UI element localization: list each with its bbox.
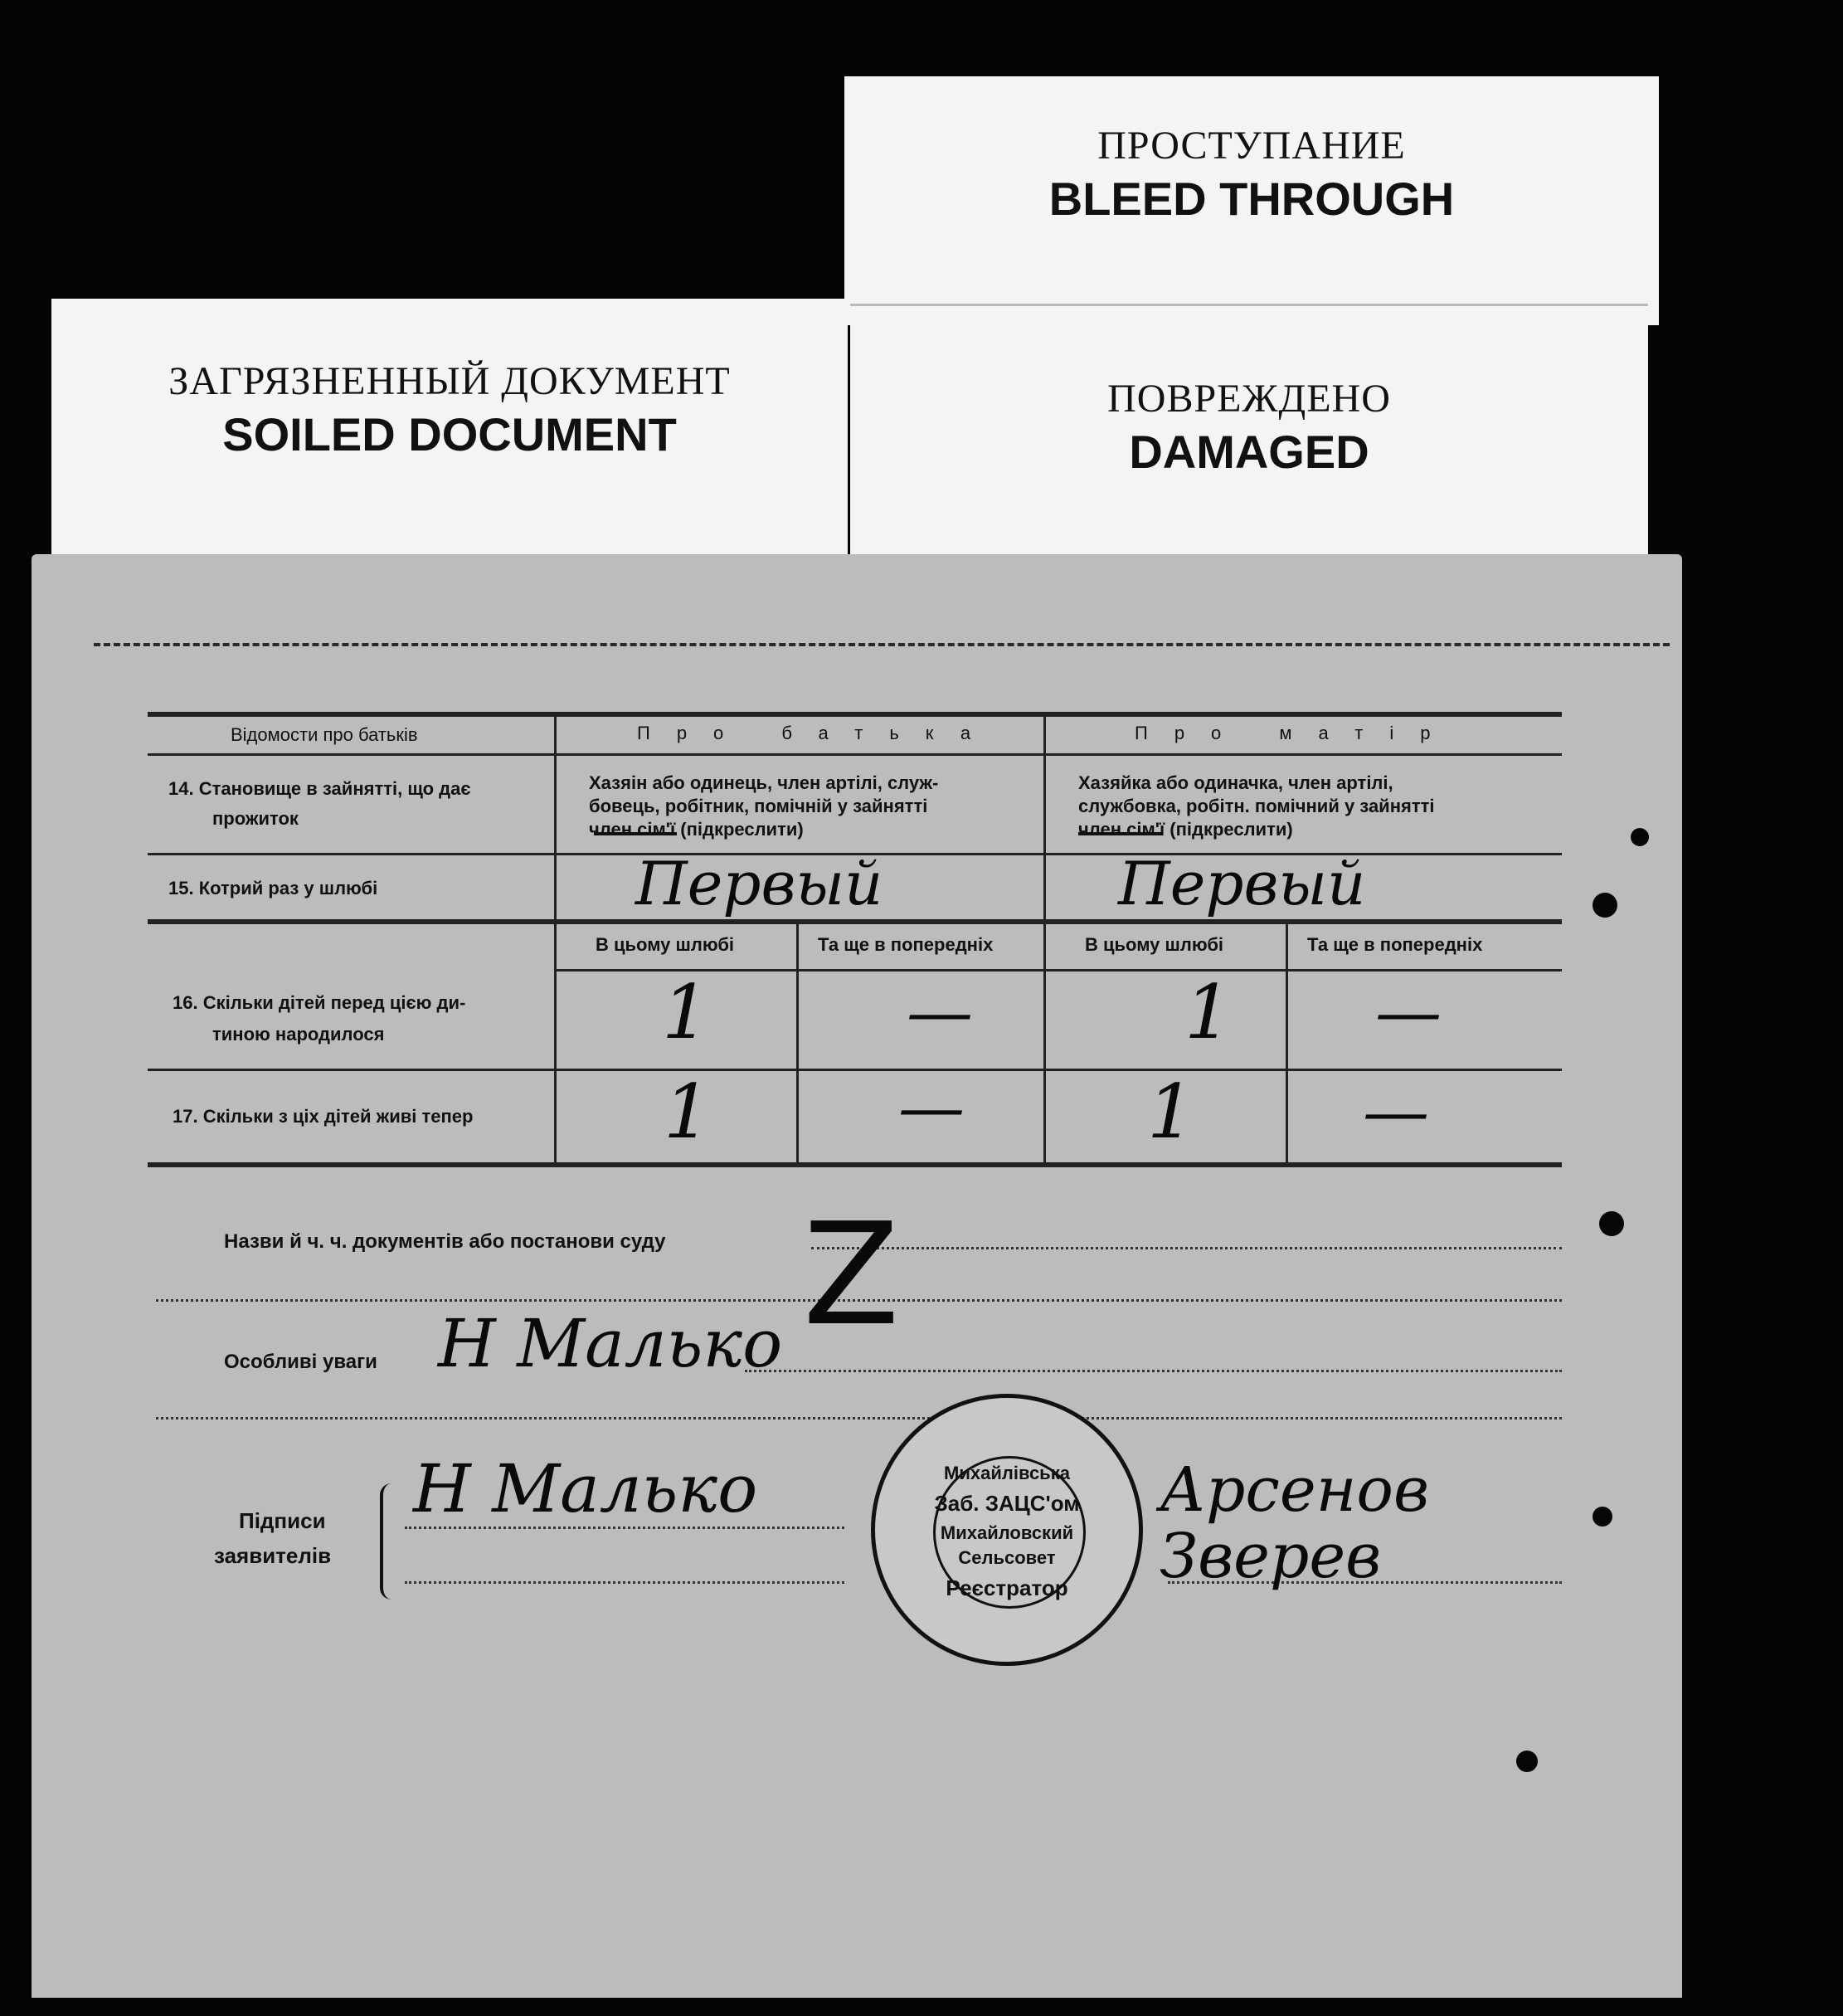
row17-mother-prev: — <box>1363 1073 1429 1150</box>
header-mother: Про матір <box>1135 723 1457 743</box>
bleed-through-ru: ПРОСТУПАНИЕ <box>1097 124 1406 168</box>
row14-mother-options <box>1078 772 1435 841</box>
soiled-document-en: SOILED DOCUMENT <box>222 408 677 460</box>
row17-father-prev: — <box>898 1069 965 1146</box>
soiled-document-ru: ЗАГРЯЗНЕННЫЙ ДОКУМЕНТ <box>168 359 731 403</box>
damaged-ru: ПОВРЕЖДЕНО <box>1107 377 1391 421</box>
table-header-divider <box>148 753 1562 756</box>
row15-divider <box>148 919 1562 924</box>
tear-line <box>94 643 1670 646</box>
big-z-mark: Z <box>803 1193 900 1357</box>
row14-father-options <box>589 772 938 841</box>
row17-mother-this: 1 <box>1147 1069 1195 1156</box>
bleed-through-card <box>844 76 1659 325</box>
punch-hole <box>1593 893 1617 918</box>
subheader-mother-this: В цьому шлюбі <box>1085 934 1224 955</box>
table-bottom-border <box>148 1162 1562 1167</box>
table-top-border <box>148 712 1562 717</box>
signatures-label-2: заявителів <box>214 1543 332 1568</box>
stamp-line-2: Заб. ЗАЦС'ом <box>934 1491 1080 1516</box>
damaged-card <box>850 304 1648 572</box>
bleed-through-en: BLEED THROUGH <box>1048 173 1455 225</box>
documents-line-1 <box>811 1247 1562 1249</box>
father-underline-mark <box>594 832 677 835</box>
notes-handwriting: Н Малько <box>438 1305 783 1382</box>
mother-underline-mark <box>1078 832 1161 835</box>
punch-hole <box>1593 1507 1612 1527</box>
row16-label-2: тиною народилося <box>212 1024 385 1045</box>
signature-brace <box>380 1483 400 1600</box>
row14-mother-line-1: Хазяйка або одиначка, член артілі, <box>1078 772 1393 793</box>
subheader-mother-prev: Та ще в попередніх <box>1307 934 1483 955</box>
official-stamp <box>871 1394 1143 1666</box>
row14-mother-line-3: член сім'ї (підкреслити) <box>1078 819 1293 840</box>
row14-father-line-1: Хазяін або одинець, член артілі, служ- <box>589 772 939 793</box>
row14-label-2: прожиток <box>212 808 299 829</box>
row17-father-this: 1 <box>664 1069 712 1156</box>
row15-father-handwriting: Первый <box>635 849 883 918</box>
row17-label: 17. Скільки з ціх дітей живі тепер <box>173 1106 474 1127</box>
row15-mother-handwriting: Первый <box>1118 849 1366 918</box>
documents-label: Назви й ч. ч. документів або постанови суду <box>224 1230 666 1253</box>
header-father: Про батька <box>637 723 998 743</box>
signatures-label-1: Підписи <box>239 1508 326 1533</box>
stamp-line-1: Михайлівська <box>944 1463 1070 1483</box>
registry-form-page <box>32 554 1682 1998</box>
applicant-signature: Н Малько <box>413 1450 758 1527</box>
row16-divider <box>148 1069 1562 1071</box>
row14-father-line-3: член сім'ї (підкреслити) <box>589 819 804 840</box>
punch-hole <box>1631 828 1649 846</box>
punch-hole <box>1599 1211 1624 1236</box>
stamp-line-5: Реєстратор <box>946 1575 1068 1600</box>
col-divider-1 <box>554 712 557 1165</box>
stamp-line-3: Михайловский <box>940 1522 1074 1543</box>
signature-line-1 <box>405 1527 844 1529</box>
punch-hole <box>1516 1751 1538 1772</box>
soiled-document-card <box>51 299 848 572</box>
header-info: Відомости про батьків <box>231 724 418 745</box>
subheader-father-this: В цьому шлюбі <box>596 934 735 955</box>
stamp-line-4: Сельсовет <box>958 1547 1056 1568</box>
row16-father-prev: — <box>907 973 973 1050</box>
notes-line-2 <box>156 1417 1562 1419</box>
col-divider-mother <box>1286 919 1288 1165</box>
row16-label-1: 16. Скільки дітей перед цією ди- <box>173 992 466 1013</box>
row16-mother-prev: — <box>1375 973 1442 1050</box>
col-divider-father <box>796 919 799 1165</box>
row14-father-line-2: бовець, робітник, помічній у зайнятті <box>589 796 928 816</box>
registrar-signature-2: Зверев <box>1160 1521 1382 1592</box>
row14-label-1: 14. Становище в зайнятті, що дає <box>168 778 471 799</box>
row16-father-this: 1 <box>662 969 710 1056</box>
notes-line-1 <box>745 1370 1562 1372</box>
row16-mother-this: 1 <box>1184 969 1233 1056</box>
signature-line-2 <box>405 1581 844 1584</box>
row15-label: 15. Котрий раз у шлюбі <box>168 878 378 898</box>
subheader-father-prev: Та ще в попередніх <box>818 934 994 955</box>
row14-mother-line-2: службовка, робітн. помічний у зайнятті <box>1078 796 1435 816</box>
notes-label: Особливі уваги <box>224 1351 377 1373</box>
col-divider-2 <box>1043 712 1046 1165</box>
damaged-en: DAMAGED <box>1129 426 1369 478</box>
registrar-signature-1: Арсенов <box>1160 1454 1430 1526</box>
